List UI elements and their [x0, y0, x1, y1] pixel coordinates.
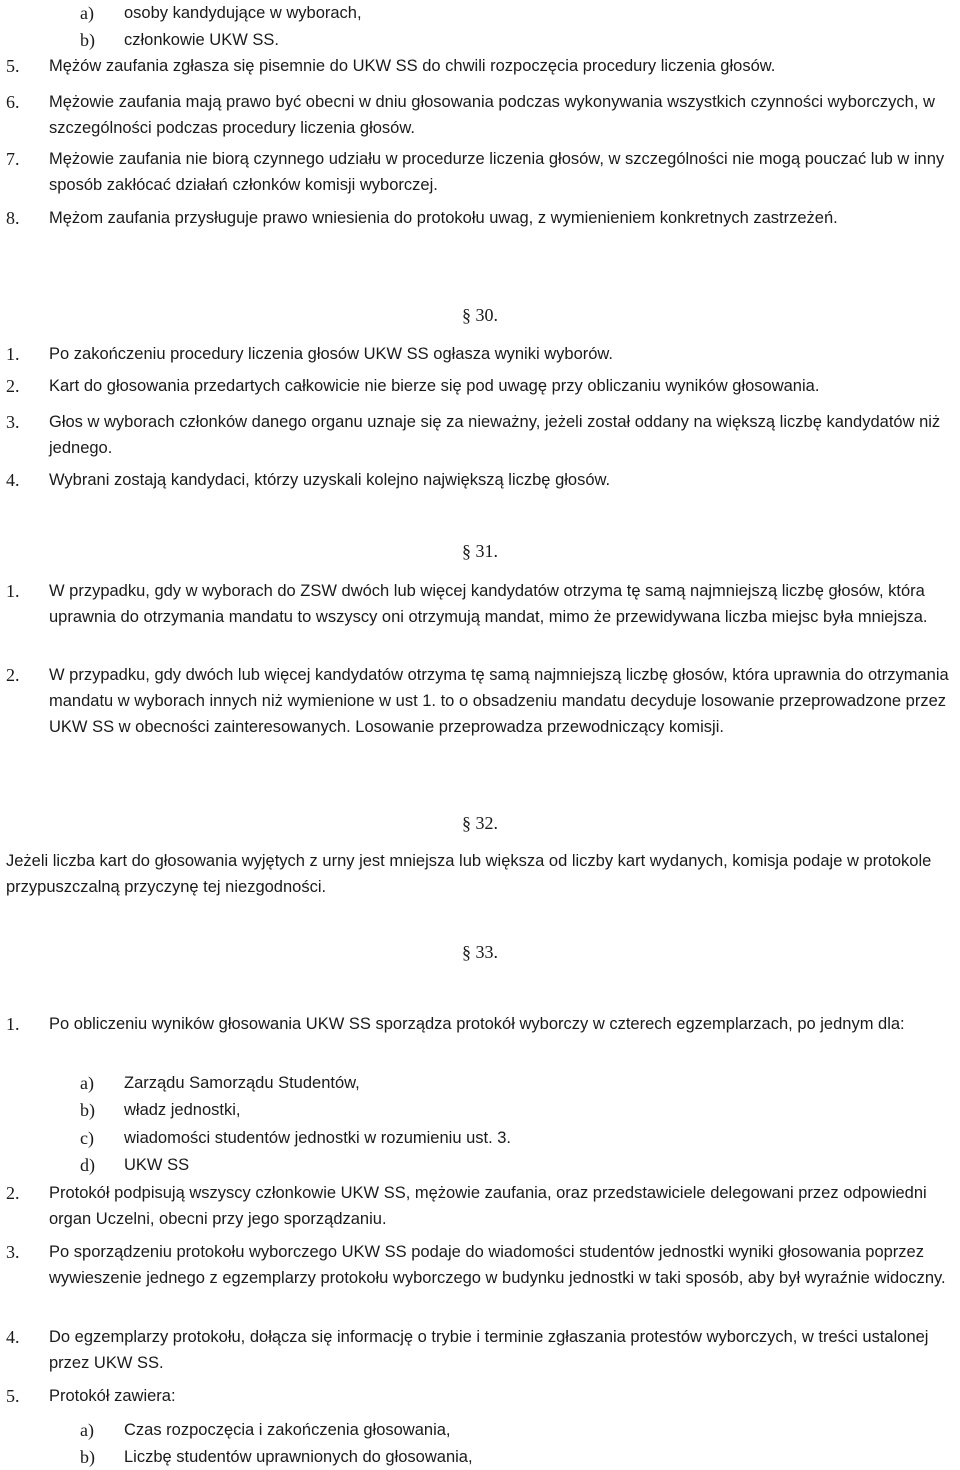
item-number: a) — [80, 3, 94, 23]
item-number: c) — [80, 1128, 94, 1148]
item-text: Protokół zawiera: — [49, 1387, 176, 1405]
numbered-list-item — [0, 205, 960, 231]
item-text: W przypadku, gdy dwóch lub więcej kandydatów otrzyma tę samą najmniejszą liczbę głosów, która uprawnia do otrzymania mandatu w wyborach innych niż wymienione w ust 1. to o obsadzeniu mandatu decyduje losowanie przeprowadzone przez UKW SS w obecności zainteresowanych. Losowanie przeprowadza przewodniczący komisji. — [49, 666, 949, 736]
numbered-list-item — [0, 1239, 960, 1291]
item-text: członkowie UKW SS. — [124, 31, 279, 49]
item-number: a) — [80, 1073, 94, 1093]
item-text: Mężowie zaufania nie biorą czynnego udziału w procedurze liczenia głosów, w szczególności nie mogą pouczać lub w inny sposób zakłócać działań członków komisji wyborczej. — [49, 150, 945, 194]
numbered-list-item — [0, 662, 960, 740]
item-number: 3. — [6, 1242, 20, 1262]
item-number: 1. — [6, 344, 20, 364]
item-number: a) — [80, 1420, 94, 1440]
numbered-list-item — [0, 341, 960, 367]
item-number: 1. — [6, 581, 20, 601]
numbered-list-item — [0, 1383, 960, 1409]
sub-list-item — [0, 1444, 960, 1470]
item-text: Jeżeli liczba kart do głosowania wyjętych z urny jest mniejsza lub większa od liczby kart wydanych, komisja podaje w protokole przypuszczalną przyczynę tej niezgodności. — [6, 852, 932, 896]
numbered-list-item — [0, 578, 960, 630]
item-text: Czas rozpoczęcia i zakończenia głosowania, — [124, 1421, 451, 1439]
item-text: W przypadku, gdy w wyborach do ZSW dwóch lub więcej kandydatów otrzyma tę samą najmniejszą liczbę głosów, która uprawnia do otrzymania mandatu to wszyscy oni otrzymują mandat, mimo że przewidywana liczba miejsc była mniejsza. — [49, 582, 928, 626]
item-text: Po sporządzeniu protokołu wyborczego UKW SS podaje do wiadomości studentów jednostki wyniki głosowania poprzez wywieszenie jednego z egzemplarzy protokołu wyborczego w budynku jednostki w taki sposób, aby był wyraźnie widoczny. — [49, 1243, 946, 1287]
item-number: 5. — [6, 56, 20, 76]
item-number: 2. — [6, 1183, 20, 1203]
item-text: osoby kandydujące w wyborach, — [124, 4, 362, 22]
item-text: wiadomości studentów jednostki w rozumieniu ust. 3. — [124, 1129, 512, 1147]
item-number: 7. — [6, 149, 20, 169]
numbered-list-item — [0, 89, 960, 141]
item-number: 2. — [6, 376, 20, 396]
item-number: 2. — [6, 665, 20, 685]
numbered-list-item — [0, 1180, 960, 1232]
item-text: Protokół podpisują wszyscy członkowie UKW SS, mężowie zaufania, oraz przedstawiciele delegowani przez odpowiedni organ Uczelni, obecni przy jego sporządzaniu. — [49, 1184, 927, 1228]
item-text: Mężom zaufania przysługuje prawo wniesienia do protokołu uwag, z wymienieniem konkretnych zastrzeżeń. — [49, 209, 838, 227]
item-number: 1. — [6, 1014, 20, 1034]
numbered-list-item — [0, 409, 960, 461]
item-text: Po zakończeniu procedury liczenia głosów UKW SS ogłasza wyniki wyborów. — [49, 345, 614, 363]
numbered-list-item — [0, 373, 960, 399]
sub-list-item — [0, 27, 960, 53]
item-text: Mężowie zaufania mają prawo być obecni w dniu głosowania podczas wykonywania wszystkich czynności wyborczych, w szczególności podczas procedury liczenia głosów. — [49, 93, 935, 137]
item-text: Mężów zaufania zgłasza się pisemnie do UKW SS do chwili rozpoczęcia procedury liczenia głosów. — [49, 57, 776, 75]
paragraph — [0, 848, 960, 900]
item-text: Do egzemplarzy protokołu, dołącza się informację o trybie i terminie zgłaszania protestów wyborczych, w treści ustalonej przez UKW SS. — [49, 1328, 929, 1372]
numbered-list-item — [0, 53, 960, 79]
item-text: Po obliczeniu wyników głosowania UKW SS sporządza protokół wyborczy w czterech egzemplarzach, po jednym dla: — [49, 1015, 905, 1033]
sub-list-item — [0, 0, 960, 26]
numbered-list-item — [0, 146, 960, 198]
sub-list-item — [0, 1417, 960, 1443]
item-text: władz jednostki, — [124, 1101, 241, 1119]
numbered-list-item — [0, 467, 960, 493]
section-heading: § 31. — [462, 541, 498, 561]
item-text: UKW SS — [124, 1156, 190, 1174]
item-number: 5. — [6, 1386, 20, 1406]
item-text: Głos w wyborach członków danego organu uznaje się za nieważny, jeżeli został oddany na większą liczbę kandydatów niż jednego. — [49, 413, 941, 457]
numbered-list-item — [0, 1324, 960, 1376]
sub-list-item — [0, 1070, 960, 1096]
item-number: b) — [80, 1447, 95, 1467]
sub-list-item — [0, 1125, 960, 1151]
section-heading: § 33. — [462, 942, 498, 962]
section-heading: § 32. — [462, 813, 498, 833]
item-number: b) — [80, 1100, 95, 1120]
item-number: 8. — [6, 208, 20, 228]
numbered-list-item — [0, 1011, 960, 1037]
item-text: Liczbę studentów uprawnionych do głosowania, — [124, 1448, 473, 1466]
section-heading: § 30. — [462, 305, 498, 325]
item-number: 6. — [6, 92, 20, 112]
item-text: Wybrani zostają kandydaci, którzy uzyskali kolejno największą liczbę głosów. — [49, 471, 611, 489]
sub-list-item — [0, 1152, 960, 1178]
item-number: d) — [80, 1155, 95, 1175]
item-text: Kart do głosowania przedartych całkowicie nie bierze się pod uwagę przy obliczaniu wyników głosowania. — [49, 377, 820, 395]
item-number: b) — [80, 30, 95, 50]
item-text: Zarządu Samorządu Studentów, — [124, 1074, 360, 1092]
item-number: 4. — [6, 1327, 20, 1347]
item-number: 3. — [6, 412, 20, 432]
sub-list-item — [0, 1097, 960, 1123]
item-number: 4. — [6, 470, 20, 490]
